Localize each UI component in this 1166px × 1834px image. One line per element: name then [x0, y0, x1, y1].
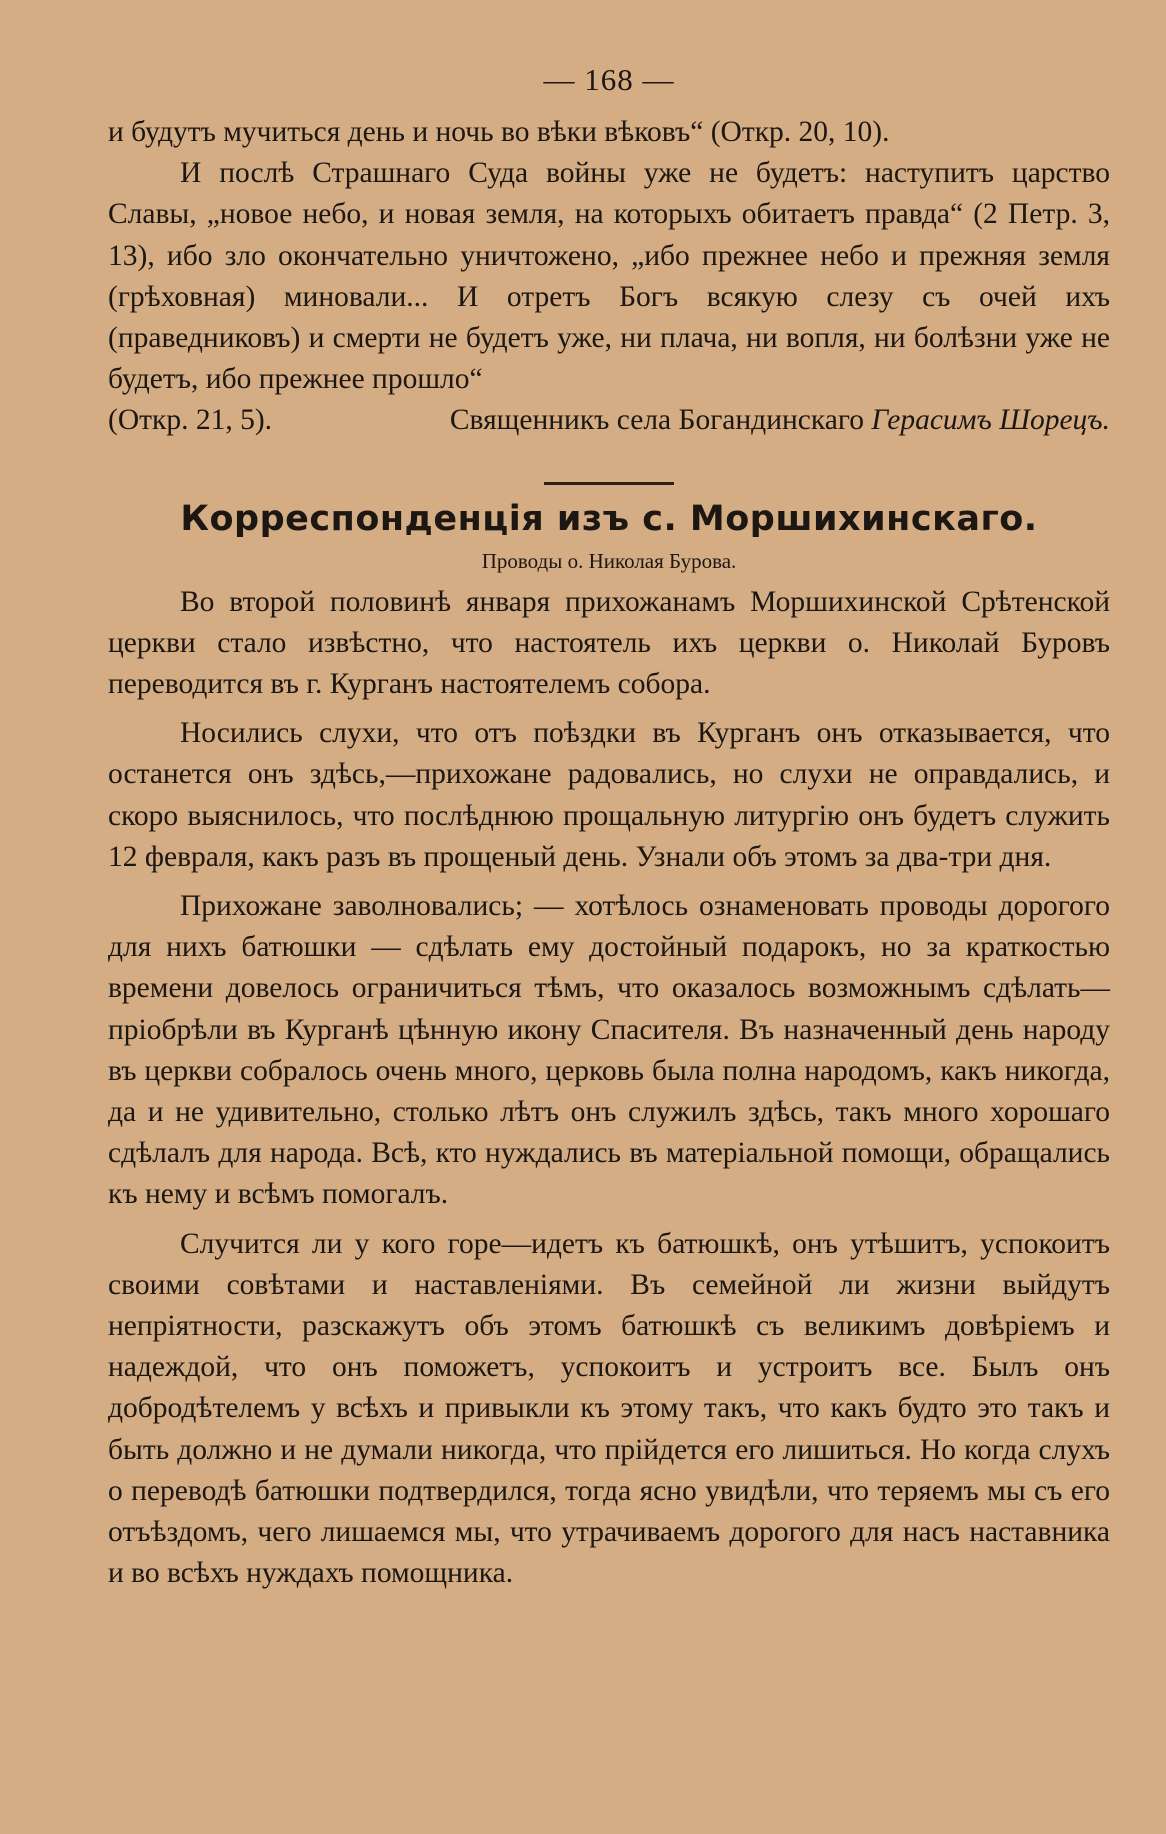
signature-line: [108, 400, 1110, 441]
signature-author: Герасимъ Шорецъ.: [871, 404, 1110, 437]
article-paragraph-4: Случится ли у кого горе—идетъ къ батюшкѣ, онъ утѣшитъ, успокоитъ своими совѣтами и наставленіями. Въ семейной ли жизни выйдутъ непріятности, разскажутъ объ этомъ батюшкѣ съ великимъ довѣріемъ и надеждой, что онъ поможетъ, успокоитъ и устроитъ все. Былъ онъ добродѣтелемъ у всѣхъ и привыкли къ этому такъ, что какъ будто это такъ и быть должно и не думали никогда, что прійдется его лишиться. Но когда слухъ о переводѣ батюшки подтвердился, тогда ясно увидѣли, что теряемъ мы съ его отъѣздомъ, чего лишаемся мы, что утрачиваемъ дорогого для насъ наставника и во всѣхъ нуждахъ помощника.: [108, 1227, 1110, 1590]
page-number: — 168 —: [543, 62, 675, 97]
intro-continuation: и будутъ мучиться день и ночь во вѣки вѣковъ“ (Откр. 20, 10).: [108, 116, 890, 148]
signature-prefix: Священникъ села Богандинскаго: [449, 404, 864, 437]
article-paragraph-3: Прихожане заволновались; — хотѣлось ознаменовать проводы дорогого для нихъ батюшки — сдѣлать ему достойный подарокъ, но за краткостью времени довелось ограничиться тѣмъ, что оказалось возможнымъ сдѣлать—пріобрѣли въ Курганѣ цѣнную икону Спасителя. Въ назначенный день народу въ церкви собралось очень много, церковь была полна народомъ, какъ никогда, да и не удивительно, столько лѣтъ онъ служилъ здѣсь, такъ много хорошаго сдѣлалъ для народа. Всѣ, кто нуждались въ матеріальной помощи, обращались къ нему и всѣмъ помогалъ.: [108, 890, 1110, 1211]
article-paragraph-2: Носились слухи, что отъ поѣздки въ Курганъ онъ отказывается, что останется онъ здѣсь,—прихожане радовались, но слухи не оправдались, и скоро выяснилось, что послѣднюю прощальную литургію онъ будетъ служить 12 февраля, какъ разъ въ прощеный день. Узнали объ этомъ за два-три дня.: [108, 717, 1110, 873]
section-divider: [544, 482, 674, 485]
article-subtitle: Проводы о. Николая Бурова.: [481, 548, 737, 573]
signature: [450, 400, 1110, 441]
citation: (Откр. 21, 5).: [108, 404, 273, 437]
article-paragraph-1: Во второй половинѣ января прихожанамъ Моршихинской Срѣтенской церкви стало извѣстно, что настоятель ихъ церкви о. Николай Буровъ переводится въ г. Курганъ настоятелемъ собора.: [108, 585, 1110, 701]
article-title: Корреспонденція изъ с. Моршихинскаго.: [180, 498, 1038, 539]
intro-paragraph: И послѣ Страшнаго Суда войны уже не будетъ: наступитъ царство Славы, „новое небо, и новая земля, на которыхъ обитаетъ правда“ (2 Петр. 3, 13), ибо зло окончательно уничтожено, „ибо прежнее небо и прежняя земля (грѣховная) миновали... И отретъ Богъ всякую слезу съ очей ихъ (праведниковъ) и смерти не будетъ уже, ни плача, ни вопля, ни болѣзни уже не будетъ, ибо прежнее прошло“: [108, 157, 1110, 396]
